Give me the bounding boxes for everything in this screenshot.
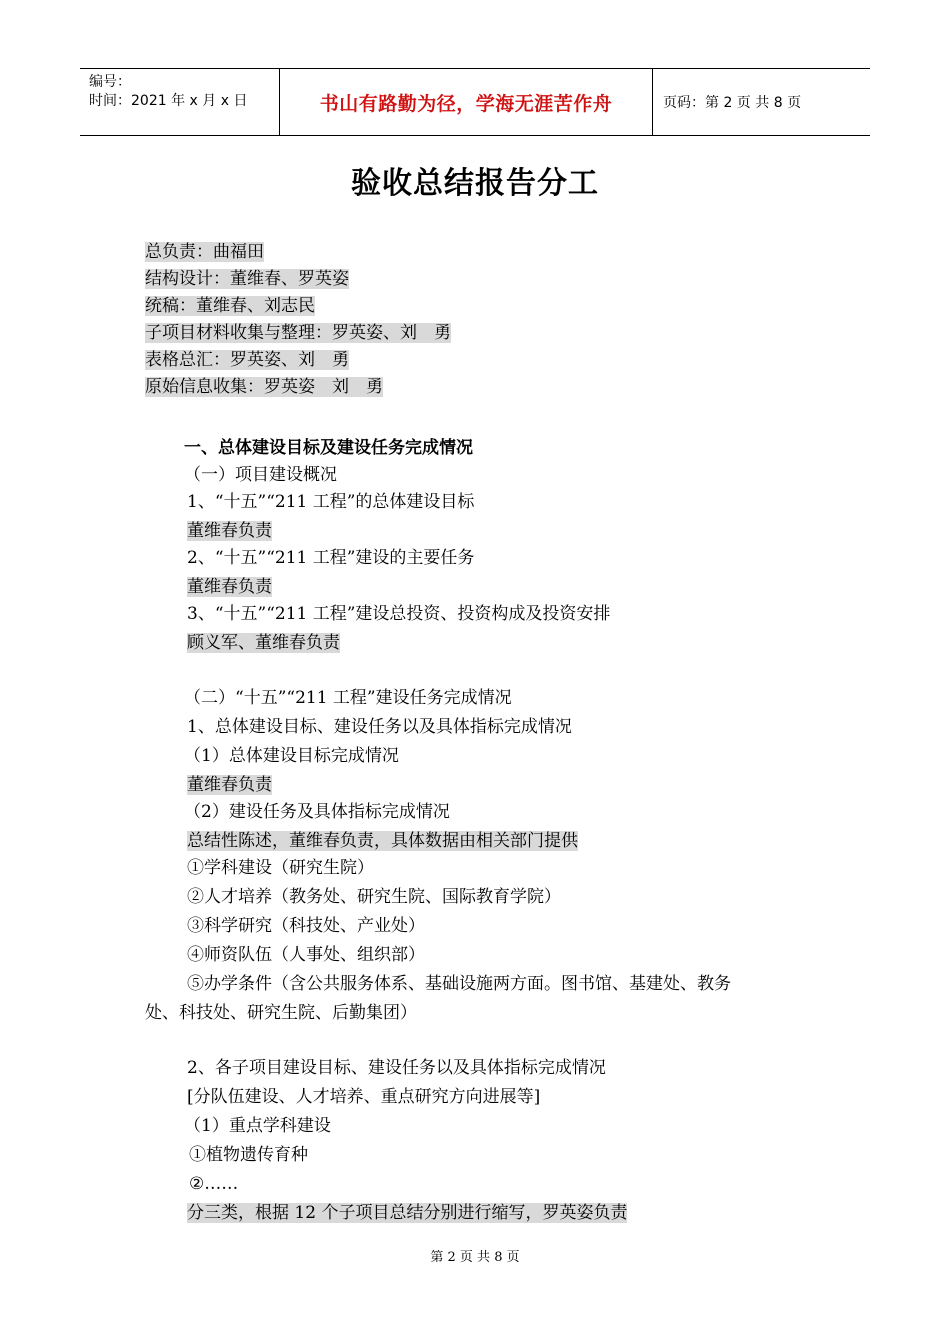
note: [分队伍建设、人才培养、重点研究方向进展等] (187, 1087, 541, 1107)
list-item: （1）总体建设目标完成情况 (184, 746, 399, 766)
staff-line: 表格总汇：罗英姿、刘 勇 (145, 350, 349, 370)
header-page-info: 页码：第 2 页 共 8 页 (663, 95, 802, 111)
staff-line: 原始信息收集：罗英姿 刘 勇 (145, 377, 383, 397)
owner-note: 董维春负责 (187, 577, 272, 597)
list-item: 2、各子项目建设目标、建设任务以及具体指标完成情况 (187, 1058, 606, 1078)
list-item: ③科学研究（科技处、产业处） (187, 916, 425, 936)
staff-line: 结构设计：董维春、罗英姿 (145, 269, 349, 289)
list-item: （1）重点学科建设 (184, 1116, 331, 1136)
number-label: 编号： (89, 74, 131, 90)
list-item: ①学科建设（研究生院） (187, 858, 374, 878)
list-item: ②人才培养（教务处、研究生院、国际教育学院） (187, 887, 561, 907)
list-item: ④师资队伍（人事处、组织部） (187, 945, 425, 965)
document-title: 验收总结报告分工 (351, 166, 599, 201)
staff-line: 总负责：曲福田 (145, 242, 264, 262)
list-item: ⑤办学条件（含公共服务体系、基础设施两方面。图书馆、基建处、教务 (187, 974, 731, 994)
list-item: （2）建设任务及具体指标完成情况 (184, 802, 450, 822)
section-heading: 一、总体建设目标及建设任务完成情况 (184, 438, 473, 458)
list-item: ①植物遗传育种 (189, 1145, 308, 1165)
owner-note: 顾义军、董维春负责 (187, 633, 340, 653)
owner-note: 总结性陈述，董维春负责，具体数据由相关部门提供 (187, 831, 578, 851)
header-motto: 书山有路勤为径，学海无涯苦作舟 (280, 69, 653, 135)
page-header (80, 68, 870, 136)
owner-note: 董维春负责 (187, 521, 272, 541)
staff-line: 统稿：董维春、刘志民 (145, 296, 315, 316)
list-item: 3、“十五”“211 工程”建设总投资、投资构成及投资安排 (187, 604, 611, 624)
list-item: 2、“十五”“211 工程”建设的主要任务 (187, 548, 475, 568)
subsection-heading: （一）项目建设概况 (184, 465, 337, 485)
list-item: 1、“十五”“211 工程”的总体建设目标 (187, 492, 475, 512)
owner-note: 董维春负责 (187, 775, 272, 795)
staff-line: 子项目材料收集与整理：罗英姿、刘 勇 (145, 323, 451, 343)
list-item: ②…… (189, 1174, 239, 1194)
page-footer: 第 2 页 共 8 页 (430, 1250, 520, 1265)
time-label: 时间：2021 年 x 月 x 日 (89, 93, 248, 109)
subsection-heading: （二）“十五”“211 工程”建设任务完成情况 (184, 688, 512, 708)
owner-note: 分三类，根据 12 个子项目总结分别进行缩写，罗英姿负责 (187, 1203, 628, 1223)
list-item-continued: 处、科技处、研究生院、后勤集团） (145, 1003, 417, 1023)
header-meta (80, 69, 280, 135)
list-item: 1、总体建设目标、建设任务以及具体指标完成情况 (187, 717, 572, 737)
